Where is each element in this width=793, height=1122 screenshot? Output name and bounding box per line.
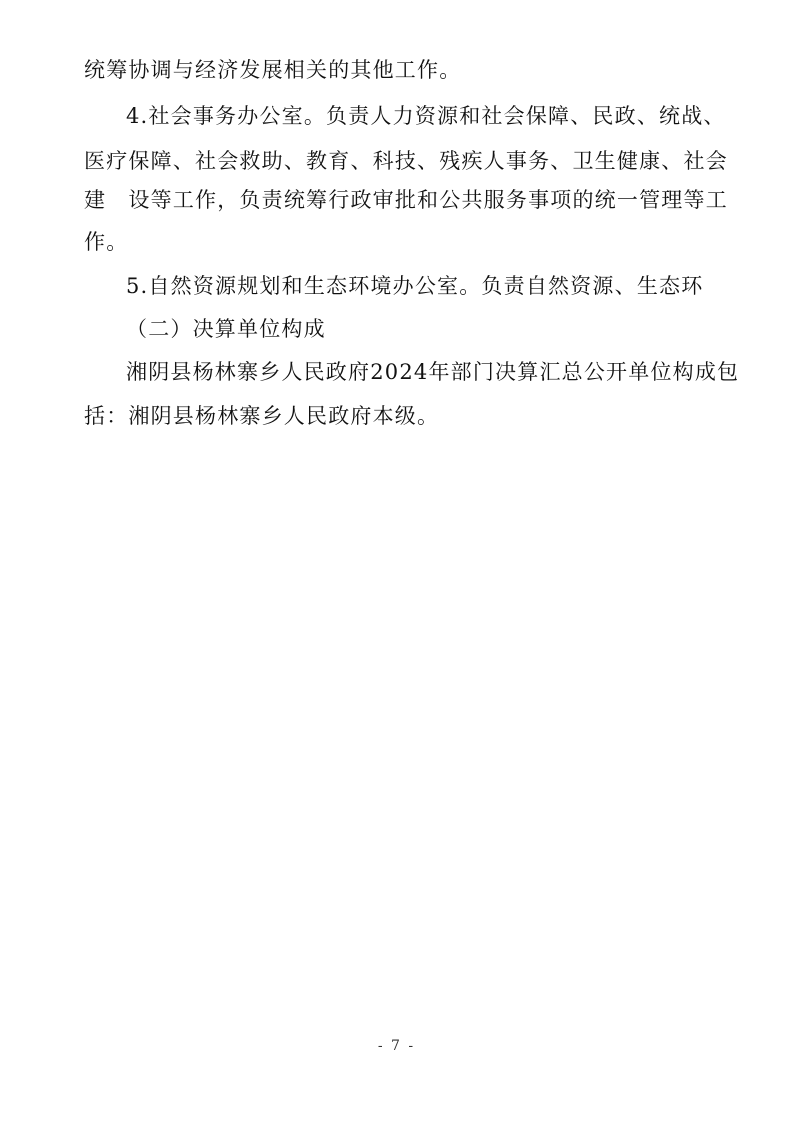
paragraph-line-5: 作。 xyxy=(84,230,129,254)
paragraph-line-4: 建 设 等 工 作 ， 负 责 统 筹 行 政 审 批 和 公 共 服 务 事 项 的 统 一 管 理 等 工 xyxy=(84,188,728,212)
paragraph-line-7: 湘阴县杨林寨乡人民政府2024年部门决算汇总公开单位构成包 xyxy=(126,360,740,384)
paragraph-line-1: 统筹协调与经济发展相关的其他工作。 xyxy=(84,58,462,82)
paragraph-line-8: 括：湘阴县杨林寨乡人民政府本级。 xyxy=(84,404,440,428)
page-number: - 7 - xyxy=(377,1038,416,1054)
paragraph-line-3: 医 疗 保 障 、 社 会 救 助 、 教 育 、 科 技 、 残 疾 人 事 务 、 卫 生 健 康 、 社 会 xyxy=(84,149,728,173)
paragraph-line-2: 4.社会事务办公室。负责人力资源和社会保障、民政、统战、 xyxy=(126,104,726,128)
section-heading: （二）决算单位构成 xyxy=(126,317,326,341)
paragraph-line-6: 5.自然资源规划和生态环境办公室。负责自然资源、生态环 xyxy=(126,274,704,298)
